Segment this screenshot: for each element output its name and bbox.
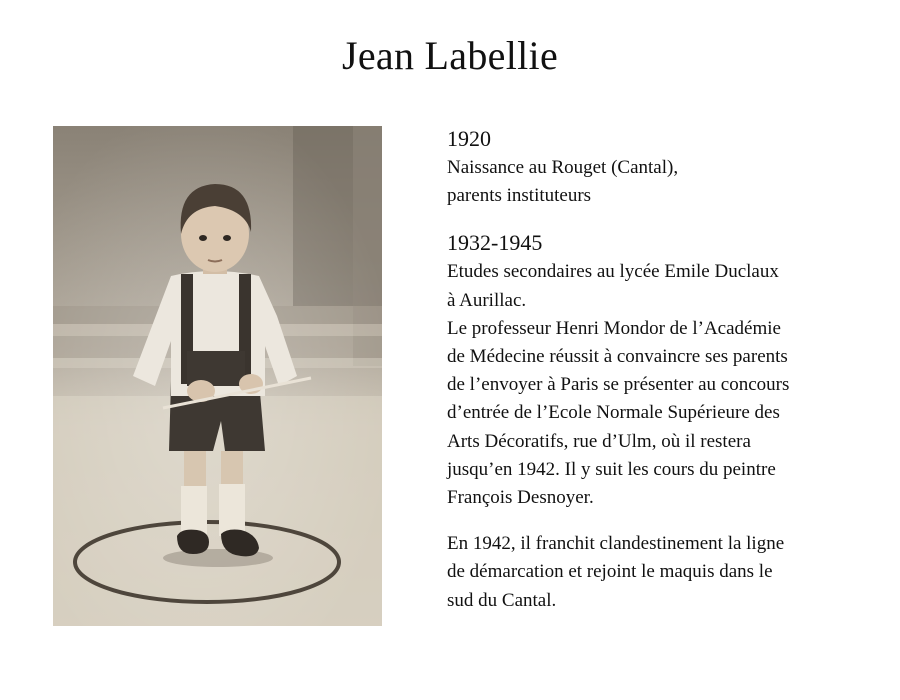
closing-line: sud du Cantal.: [447, 589, 557, 611]
entry-line: Etudes secondaires au lycée Emile Duclaux: [447, 261, 779, 283]
entry-line: d’entrée de l’Ecole Normale Supérieure des: [447, 402, 780, 424]
entry-line: Arts Décoratifs, rue d’Ulm, où il restera: [447, 430, 751, 452]
closing-paragraph: [447, 530, 877, 615]
biography-text: [447, 124, 877, 615]
closing-line: En 1942, il franchit clandestinement la ligne: [447, 533, 785, 555]
entry-line: de Médecine réussit à convaincre ses parents: [447, 346, 788, 368]
entry-line: parents instituteurs: [447, 185, 592, 207]
entry-1932-1945: [447, 228, 877, 512]
closing-line: de démarcation et rejoint le maquis dans le: [447, 561, 773, 583]
child-portrait-photo: [53, 126, 382, 626]
entry-line: Naissance au Rouget (Cantal),: [447, 157, 679, 178]
entry-year: 1932-1945: [447, 230, 543, 256]
page-title: Jean Labellie: [341, 33, 558, 78]
entry-line: de l’envoyer à Paris se présenter au concours: [447, 374, 790, 396]
entry-year: 1920: [447, 126, 491, 151]
entry-line: à Aurillac.: [447, 289, 527, 311]
entry-line: Le professeur Henri Mondor de l’Académie: [447, 317, 781, 339]
entry-1920: [447, 124, 877, 210]
entry-line: jusqu’en 1942. Il y suit les cours du peintre: [447, 458, 776, 480]
entry-line: François Desnoyer.: [447, 487, 594, 509]
